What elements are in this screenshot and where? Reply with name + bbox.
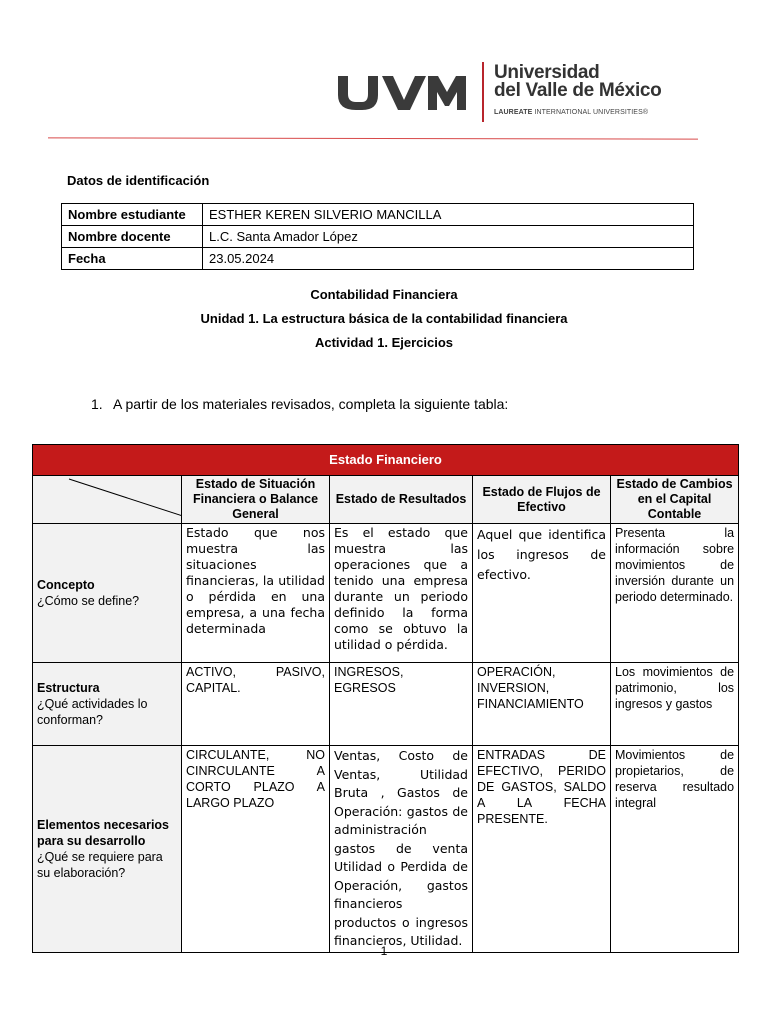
table-cell: Los movimientos de patrimonio, los ingresos y gastos xyxy=(611,663,739,746)
activity-title: Actividad 1. Ejercicios xyxy=(314,335,453,350)
page-number: 1 xyxy=(380,944,388,958)
table-cell: OPERACIÓN, INVERSION, FINANCIAMIENTO xyxy=(473,663,611,746)
table-cell: ENTRADAS DE EFECTIVO, PERIDO DE GASTOS, SALDO A LA FECHA PRESENTE. xyxy=(473,746,611,953)
table-cell: Presenta la información sobre movimientos de inversión durante un periodo determinado. xyxy=(611,524,739,663)
teacher-name-label: Nombre docente xyxy=(62,226,203,248)
table-cell: ACTIVO, PASIVO, CAPITAL. xyxy=(182,663,330,746)
column-header: Estado de Situación Financiera o Balance General xyxy=(182,476,330,524)
column-header: Estado de Cambios en el Capital Contable xyxy=(611,476,739,524)
table-header-row xyxy=(33,476,739,524)
column-header: Estado de Flujos de Efectivo xyxy=(473,476,611,524)
table-banner: Estado Financiero xyxy=(33,445,739,476)
table-row xyxy=(62,204,694,226)
column-header: Estado de Resultados xyxy=(330,476,473,524)
corner-cell xyxy=(33,476,182,524)
table-cell: Movimientos de propietarios, de reserva resultado integral xyxy=(611,746,739,953)
table-cell: INGRESOS, EGRESOS xyxy=(330,663,473,746)
table-row xyxy=(33,746,739,953)
row-label-estructura: Estructura ¿Qué actividades lo conforman? xyxy=(33,663,182,746)
diagonal-line xyxy=(33,476,182,520)
uvm-logo xyxy=(334,62,674,126)
teacher-name-value: L.C. Santa Amador López xyxy=(203,226,694,248)
table-row xyxy=(33,524,739,663)
logo-university-line2: del Valle de México xyxy=(494,80,662,101)
financial-statements-table xyxy=(32,444,739,953)
row-label-concepto: Concepto ¿Cómo se define? xyxy=(33,524,182,663)
identification-title: Datos de identificación xyxy=(67,173,210,188)
header-rule xyxy=(48,137,698,139)
logo-university-line1: Universidad xyxy=(494,62,600,83)
instruction xyxy=(91,396,508,412)
table-row xyxy=(33,663,739,746)
instruction-text: A partir de los materiales revisados, completa la siguiente tabla: xyxy=(113,396,509,412)
course-title: Contabilidad Financiera xyxy=(310,287,458,302)
identification-table xyxy=(61,203,694,270)
logo-divider xyxy=(482,62,484,122)
table-row xyxy=(62,226,694,248)
table-cell: Ventas, Costo de Ventas, Utilidad Bruta , Gastos de Operación: gastos de administración gastos de venta Utilidad o Perdida de Operación, gastos financieros productos o ingresos financieros, Utilidad. xyxy=(330,746,473,953)
row-label-elementos: Elementos necesarios para su desarrollo ¿Qué se requiere para su elaboración? xyxy=(33,746,182,953)
logo-tagline: LAUREATE INTERNATIONAL UNIVERSITIES® xyxy=(494,109,649,116)
table-cell: Aquel que identifica los ingresos de efectivo. xyxy=(473,524,611,663)
table-row xyxy=(62,248,694,270)
date-label: Fecha xyxy=(62,248,203,270)
instruction-number: 1. xyxy=(91,396,103,412)
uvm-logo-mark xyxy=(334,62,474,112)
table-cell: Es el estado que muestra las operaciones que a tenido una empresa durante un periodo definido la forma como se obtuvo la utilidad o pérdida. xyxy=(330,524,473,663)
unit-title: Unidad 1. La estructura básica de la contabilidad financiera xyxy=(200,311,568,326)
date-value: 23.05.2024 xyxy=(203,248,694,270)
table-cell: Estado que nos muestra las situaciones financieras, la utilidad o pérdida en una empresa, a una fecha determinada xyxy=(182,524,330,663)
table-cell: CIRCULANTE, NO CINRCULANTE A CORTO PLAZO A LARGO PLAZO xyxy=(182,746,330,953)
student-name-value: ESTHER KEREN SILVERIO MANCILLA xyxy=(203,204,694,226)
student-name-label: Nombre estudiante xyxy=(62,204,203,226)
